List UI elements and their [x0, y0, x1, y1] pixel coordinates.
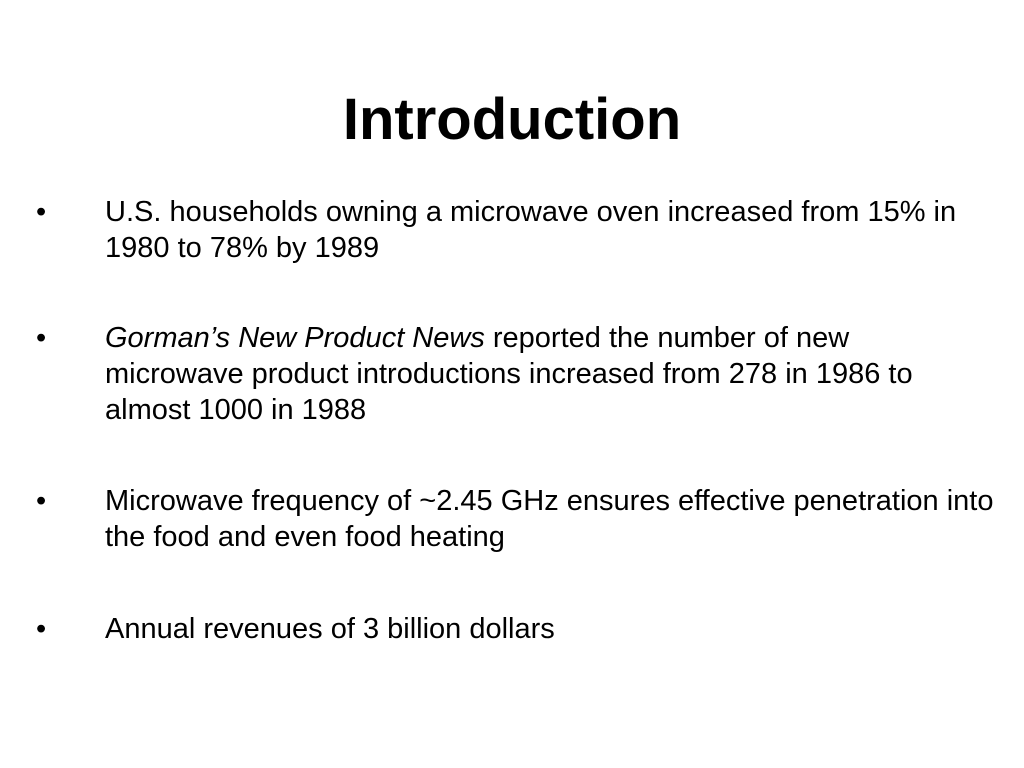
bullet-text-content: U.S. households owning a microwave oven increased from 15% in 1980 to 78% by 1989 — [105, 196, 957, 264]
bullet-marker: • — [36, 196, 47, 228]
bullet-text — [105, 483, 995, 555]
publication-title: Gorman’s New Product News — [105, 322, 485, 354]
bullet-text-content: reported the number of new microwave product introductions increased from 278 in 1986 to almost 1000 in 1988 — [105, 322, 913, 426]
bullet-marker: • — [36, 485, 47, 517]
bullet-marker: • — [36, 613, 47, 645]
bullet-text — [105, 320, 995, 428]
bullet-marker: • — [36, 322, 47, 354]
slide-title: Introduction — [342, 87, 682, 152]
bullet-text — [105, 611, 995, 647]
bullet-text-content: Annual revenues of 3 billion dollars — [105, 613, 555, 645]
bullet-text — [105, 194, 995, 266]
bullet-text-content: Microwave frequency of ~2.45 GHz ensures effective penetration into the food and even food heating — [105, 485, 994, 553]
